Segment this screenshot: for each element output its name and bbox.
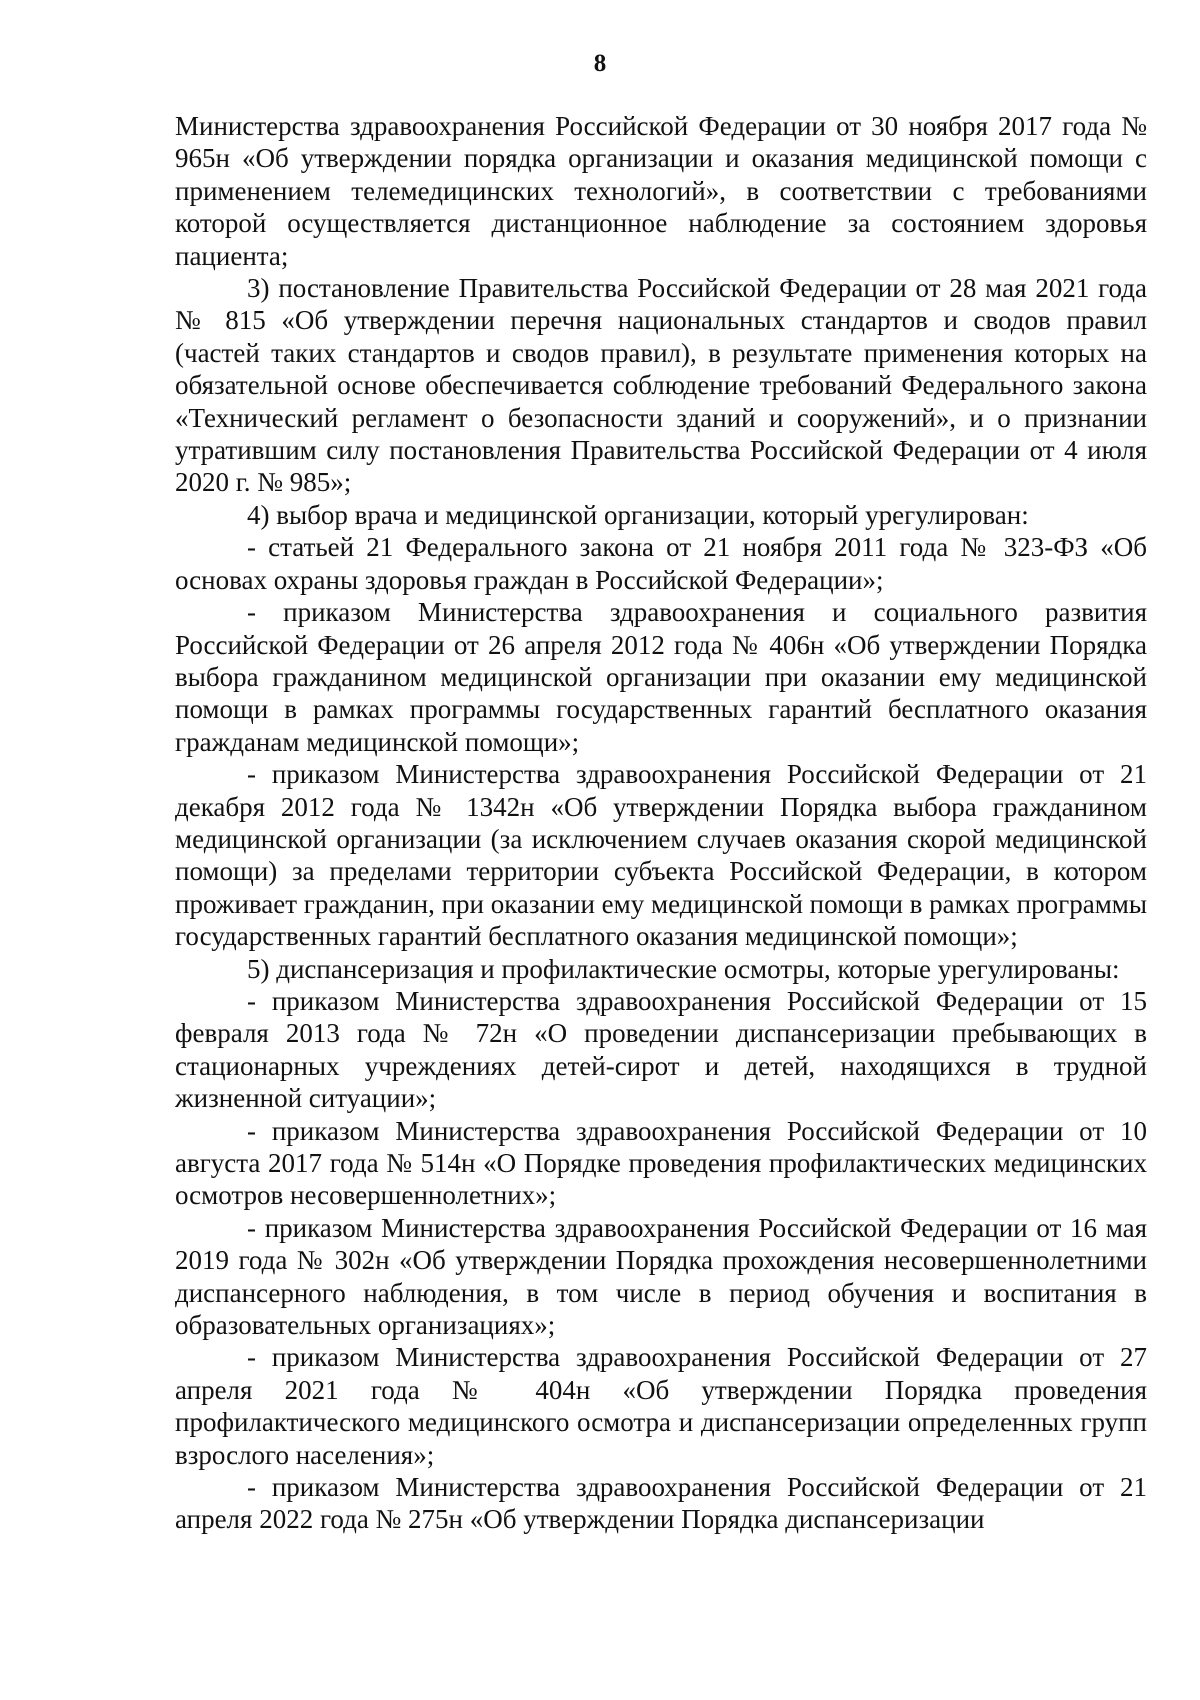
paragraph-item-3-resolution-815: 3) постановление Правительства Российской Федерации от 28 мая 2021 года № 815 «Об утверждении перечня национальных стандартов и сводов правил (частей таких стандартов и сводов правил), в результате применения которых на обязательной основе обеспечивается соблюдение требований Федерального закона «Технический регламент о безопасности зданий и сооружений», и о признании утратившим силу постановления Правительства Российской Федерации от 4 июля 2020 г. № 985»; xyxy=(175,273,1147,498)
paragraph-law-323-fz: - статьей 21 Федерального закона от 21 ноября 2011 года № 323-ФЗ «Об основах охраны здоровья граждан в Российской Федерации»; xyxy=(175,532,1147,595)
paragraph-telemedicine-order: Министерства здравоохранения Российской Федерации от 30 ноября 2017 года № 965н «Об утверждении порядка организации и оказания медицинской помощи с применением телемедицинских технологий», в соответствии с требованиями которой осуществляется дистанционное наблюдение за состоянием здоровья пациента; xyxy=(175,111,1147,271)
paragraph-order-275n: - приказом Министерства здравоохранения Российской Федерации от 21 апреля 2022 года № 275н «Об утверждении Порядка диспансеризации xyxy=(175,1472,1147,1535)
paragraph-order-514n: - приказом Министерства здравоохранения Российской Федерации от 10 августа 2017 года № 514н «О Порядке проведения профилактических медицинских осмотров несовершеннолетних»; xyxy=(175,1115,1147,1211)
page-number: 8 xyxy=(593,50,607,77)
paragraph-order-72n: - приказом Министерства здравоохранения Российской Федерации от 15 февраля 2013 года № 72н «О проведении диспансеризации пребывающих в стационарных учреждениях детей-сирот и детей, находящихся в трудной жизненной ситуации»; xyxy=(175,985,1147,1114)
paragraph-item-4-doctor-choice: 4) выбор врача и медицинской организации, который урегулирован: xyxy=(247,499,1029,530)
paragraph-order-302n: - приказом Министерства здравоохранения Российской Федерации от 16 мая 2019 года № 302н «Об утверждении Порядка прохождения несовершеннолетними диспансерного наблюдения, в том числе в период обучения и воспитания в образовательных организациях»; xyxy=(175,1212,1147,1341)
paragraph-order-1342n: - приказом Министерства здравоохранения Российской Федерации от 21 декабря 2012 года № 1342н «Об утверждении Порядка выбора гражданином медицинской организации (за исключением случаев оказания скорой медицинской помощи) за пределами территории субъекта Российской Федерации, в котором проживает гражданин, при оказании ему медицинской помощи в рамках программы государственных гарантий бесплатного оказания медицинской помощи»; xyxy=(175,759,1147,952)
paragraph-item-5-dispensary: 5) диспансеризация и профилактические осмотры, которые урегулированы: xyxy=(247,953,1120,984)
paragraph-order-404n: - приказом Министерства здравоохранения Российской Федерации от 27 апреля 2021 года № 404н «Об утверждении Порядка проведения профилактического медицинского осмотра и диспансеризации определенных групп взрослого населения»; xyxy=(175,1342,1147,1470)
paragraph-order-406n: - приказом Министерства здравоохранения и социального развития Российской Федерации от 26 апреля 2012 года № 406н «Об утверждении Порядка выбора гражданином медицинской организации при оказании ему медицинской помощи в рамках программы государственных гарантий бесплатного оказания гражданам медицинской помощи»; xyxy=(175,597,1147,757)
document-body xyxy=(175,110,1147,1536)
